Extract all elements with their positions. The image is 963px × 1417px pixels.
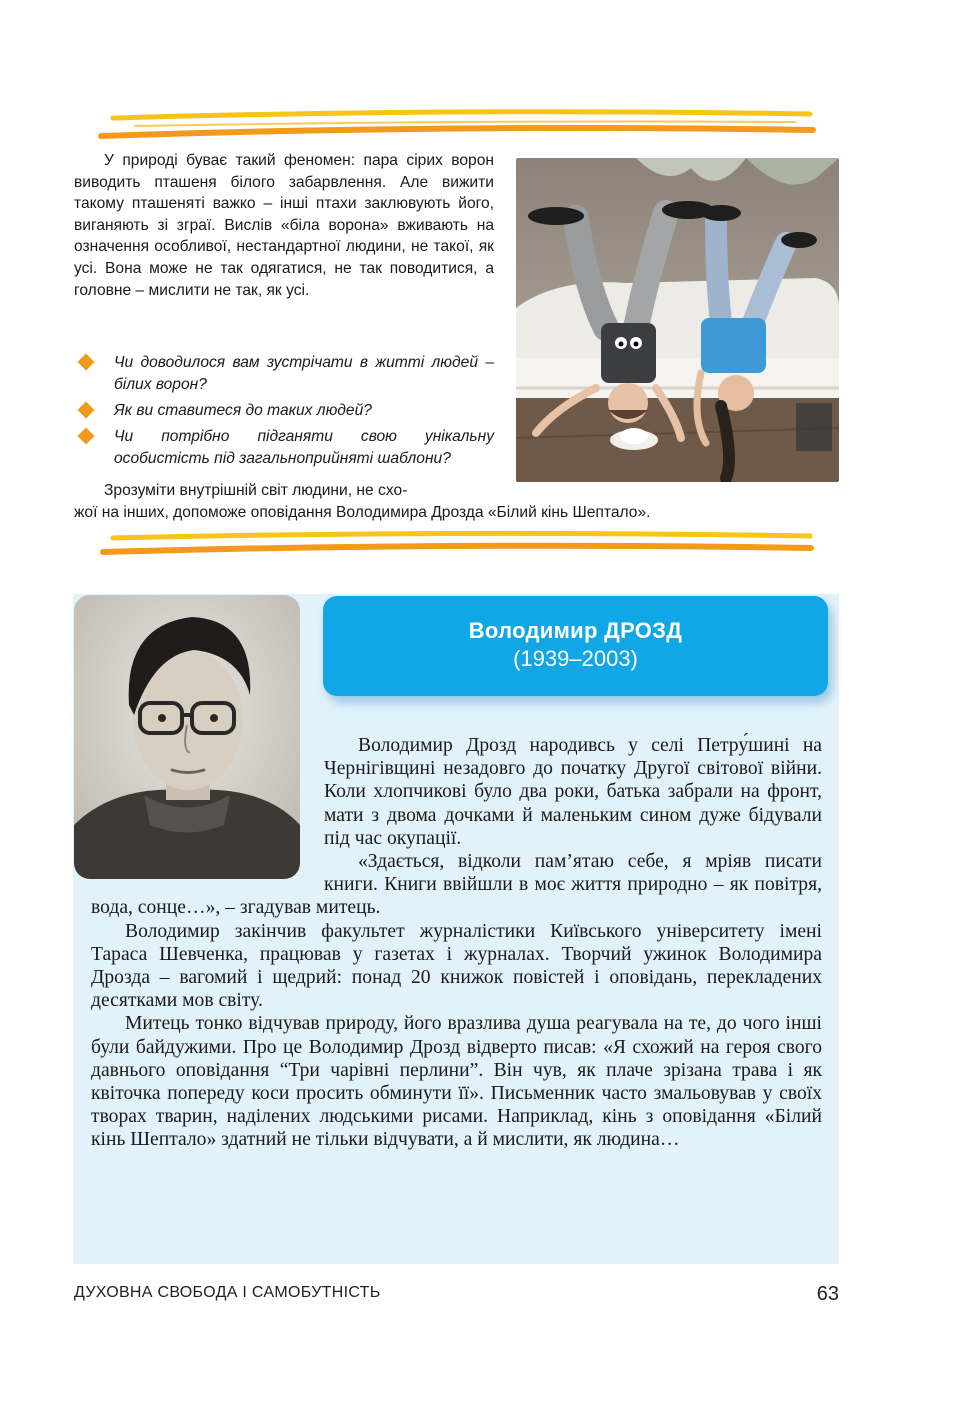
question-list [74, 352, 494, 474]
diamond-bullet-icon [78, 402, 95, 419]
portrait-spacer [91, 734, 324, 886]
page-number: 63 [816, 1283, 839, 1305]
question-item [74, 400, 494, 422]
footer-section-title: ДУХОВНА СВОБОДА І САМОБУТНІСТЬ [74, 1284, 381, 1301]
diamond-bullet-icon [78, 428, 95, 445]
decorative-strokes-top [95, 106, 820, 146]
question-text: Як ви ставитеся до таких людей? [114, 402, 372, 419]
decorative-strokes-bottom [95, 526, 820, 566]
question-text: Чи потрібно підганяти свою унікальну особистість під загальноприйняті шаблони? [114, 428, 494, 467]
biography-text [91, 734, 822, 1152]
author-name: Володимир ДРОЗД [468, 618, 683, 643]
bio-paragraph: Митець тонко відчував природу, його вразлива душа реагувала на те, до чого інші були байдужими. Про це Володимир Дрозд відверто писав: «Я схожий на героя свого давнього оповідання “Три чарівні перлини”. Він чув, як плаче зрізана трава і як квіточка попереду коси просить обминути її». Письменник часто змальовував у своїх творах тварин, наділених людськими рисами. Наприклад, кінь з оповідання «Білий кінь Шептало» здатний не тільки відчувати, а й мислити, як людина… [91, 1013, 822, 1151]
intro-text [74, 150, 494, 301]
author-years: (1939–2003) [513, 646, 638, 671]
author-name-card [323, 596, 828, 696]
closing-line-2: жої на інших, допоможе оповідання Володимира Дрозда «Білий кінь Шептало». [74, 504, 651, 521]
question-item [74, 426, 494, 470]
question-text: Чи доводилося вам зустрічати в житті людей – білих ворон? [114, 354, 494, 393]
question-item [74, 352, 494, 396]
intro-paragraph: У природі буває такий феномен: пара сірих ворон виводить пташеня білого забарвлення. Але вижити такому пташеняті важко – інші птахи заклювують його, виганяють зі зграї. Вислів «біла ворона» вживають на означення особливої, нестандартної людини, не такої, як усі. Вона може не так одягатися, не так поводитися, а головне – мислити не так, як усі. [74, 152, 494, 299]
closing-line-1: Зрозуміти внутрішній світ людини, не схо- [104, 482, 408, 499]
upside-down-photo [516, 158, 839, 482]
bio-paragraph: Володимир закінчив факультет журналістики Київського університету імені Тараса Шевченка, працював у газетах і журналах. Творчий ужинок Володимира Дрозда – вагомий і щедрий: понад 20 книжок повістей і оповідань, перекладених десятками мов світу. [91, 920, 822, 1012]
closing-paragraph [74, 480, 804, 524]
diamond-bullet-icon [78, 354, 95, 371]
bio-paragraph: Володимир Дрозд народивсь у селі Петру́шині на Чернігівщині незадовго до початку Другої світової війни. Коли хлопчикові було два роки, батька забрали на фронт, мати з двома дочками й маленьким сином дуже бідували під час окупації. [324, 735, 822, 849]
bio-paragraph: «Здається, відколи пам’ятаю себе, я мріяв писати книги. Книги ввійшли в моє життя природно – як повітря, вода, сонце…», – згадував митець. [91, 851, 822, 919]
